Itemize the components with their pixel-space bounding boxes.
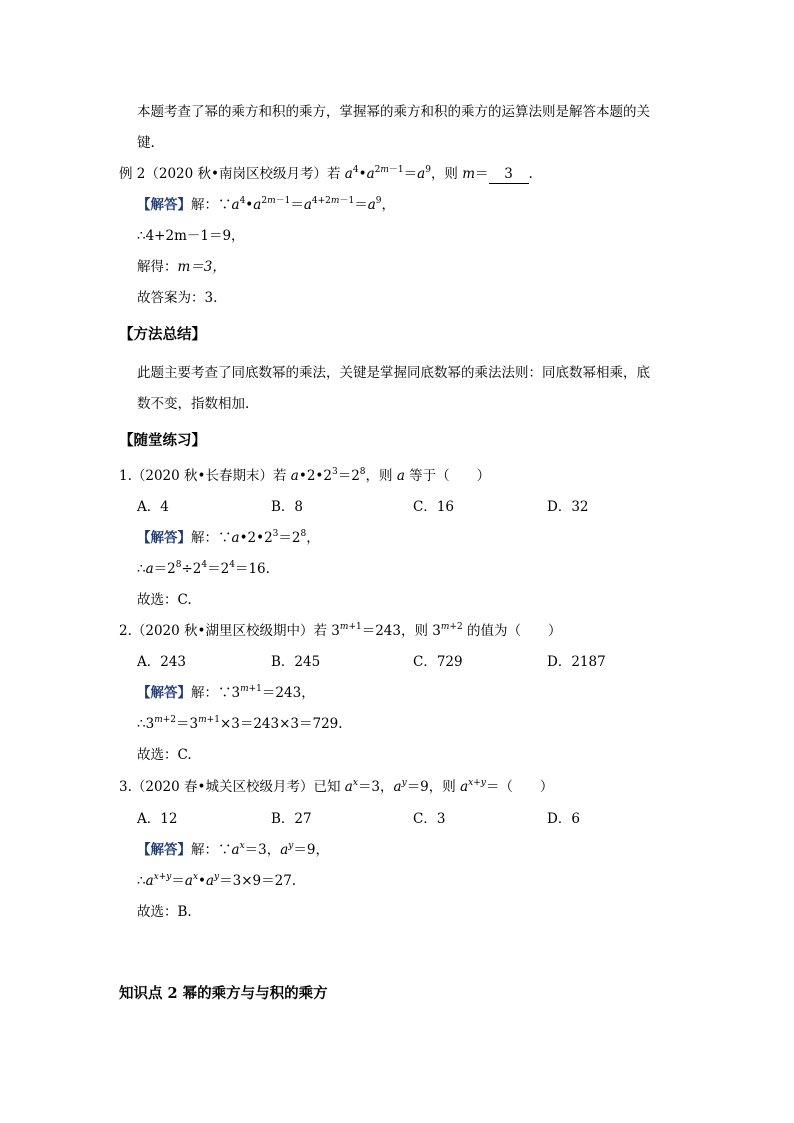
question-3-stem: 3.（2020 春•城关区校级月考）已知 $a^x=3$，$a^y=9$，则 $a^{x+y}=$（ ） bbox=[119, 778, 554, 795]
question-1-choice: 故选：C. bbox=[137, 592, 192, 608]
knowledge-point-2-heading: 知识点 2 幂的乘方与与积的乘方 bbox=[119, 985, 328, 1002]
example-2-solution-line-3: 解得：m＝3， bbox=[137, 259, 226, 275]
question-3-choice: 故选：B. bbox=[137, 904, 192, 920]
question-3-option-a: A．12 bbox=[137, 811, 178, 827]
question-3-solution-line-1: 【解答】解：$\because a^x=3$，$a^y=9$， bbox=[137, 841, 329, 858]
example-2-solution-line-1: 【解答】解：$\because a^4•a^{2m-1}=a^{4+2m-1}=a^9$， bbox=[137, 196, 395, 213]
question-2-choice: 故选：C. bbox=[137, 747, 192, 763]
question-1-stem: 1.（2020 秋•长春期末）若 $a•2•2^3=2^8$，则 a 等于（ ） bbox=[119, 467, 491, 484]
question-2-option-a: A．243 bbox=[137, 654, 187, 670]
question-3-solution-line-2: $\therefore a^{x+y}=a^x•a^y=3\times 9=27$. bbox=[137, 872, 297, 889]
question-1-option-a: A．4 bbox=[137, 499, 169, 515]
question-1-solution-line-1: 【解答】解：$\because a•2•2^3=2^8$， bbox=[137, 529, 320, 546]
method-heading: 【方法总结】 bbox=[119, 326, 206, 343]
question-2-solution-line-1: 【解答】解：$\because 3^{m+1}=243$， bbox=[137, 684, 315, 701]
question-1-solution-line-2: $\therefore a=2^8\div 2^4=2^4=16$. bbox=[137, 560, 270, 577]
question-1-option-c: C．16 bbox=[413, 499, 455, 515]
question-2-stem: 2.（2020 秋•湖里区校级期中）若 $3^{m+1}=243$，则 $3^{m+2}$ 的值为（ ） bbox=[119, 622, 562, 639]
method-line-2: 数不变，指数相加. bbox=[137, 396, 250, 412]
example-2-question: 例 2（2020 秋•南岗区校级月考）若 $a^4•a^{2m-1}=a^9$，则 m＝ 3 . bbox=[119, 165, 533, 182]
example-2-solution-line-2: ∴4+2m－1＝9， bbox=[137, 228, 245, 244]
question-3-option-b: B．27 bbox=[271, 811, 312, 827]
question-1-option-b: B．8 bbox=[271, 499, 304, 515]
question-1-option-d: D．32 bbox=[547, 499, 589, 515]
practice-heading: 【随堂练习】 bbox=[119, 432, 206, 449]
answer-tag: 【解答】 bbox=[137, 197, 191, 213]
question-2-option-d: D．2187 bbox=[547, 654, 606, 670]
example-2-label: 例 2（2020 秋•南岗区校级月考）若 bbox=[119, 166, 345, 182]
method-line-1: 此题主要考查了同底数幂的乘法，关键是掌握同底数幂的乘法法则：同底数幂相乘，底 bbox=[137, 365, 650, 381]
question-3-option-c: C．3 bbox=[413, 811, 446, 827]
answer-blank: 3 bbox=[489, 165, 529, 184]
summary-line-1: 本题考查了幂的乘方和积的乘方，掌握幂的乘方和积的乘方的运算法则是解答本题的关 bbox=[137, 104, 650, 120]
example-2-solution-line-4: 故答案为：3. bbox=[137, 290, 218, 306]
question-2-solution-line-2: $\therefore 3^{m+2}=3^{m+1}\times 3=243\times 3=729$. bbox=[137, 715, 343, 732]
summary-line-2: 键. bbox=[137, 135, 155, 151]
question-2-option-b: B．245 bbox=[271, 654, 321, 670]
question-3-option-d: D．6 bbox=[547, 811, 580, 827]
question-2-option-c: C．729 bbox=[413, 654, 463, 670]
